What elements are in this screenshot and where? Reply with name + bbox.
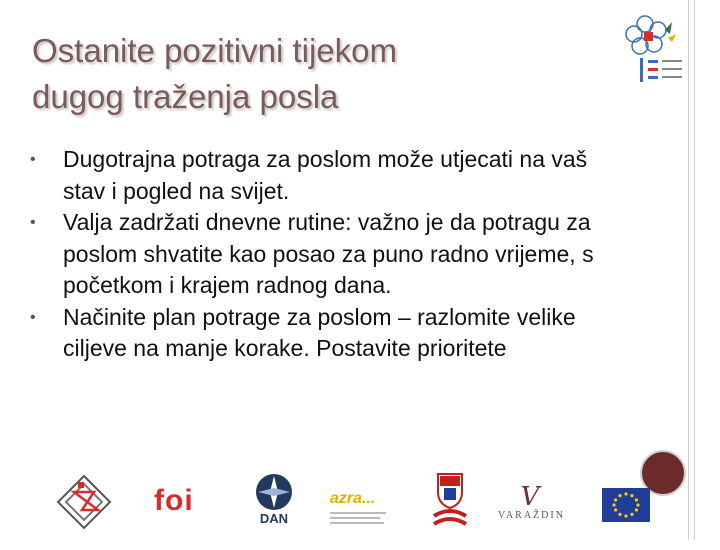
- diamond-logo-icon: [52, 470, 116, 530]
- foi-logo-text: foi: [154, 484, 194, 517]
- slide-title: [32, 28, 592, 120]
- azra-fine-print: [330, 512, 386, 514]
- title-line-1: Ostanite pozitivni tijekom: [32, 32, 397, 69]
- varazdin-logo: [498, 482, 565, 544]
- bullet-item: • Načinite plan potrage za poslom – razlomite velike ciljeve na manje korake. Postavite prioritete: [30, 302, 630, 365]
- frame-line-right: [694, 0, 695, 540]
- compass-icon: [250, 470, 298, 512]
- title-line-2: dugog traženja posla: [32, 78, 339, 115]
- azra-logo: [330, 490, 392, 550]
- eu-flag-icon: [602, 488, 650, 522]
- bullet-item: • Valja zadržati dnevne rutine: važno je da potragu za poslom shvatite kao posao za puno radno vrijeme, s početkom i krajem radnog dana.: [30, 207, 630, 302]
- dan-logo: [250, 470, 298, 530]
- coat-of-arms-icon: [430, 470, 470, 530]
- azra-fine-print: [330, 517, 380, 519]
- partner-logos: [0, 470, 720, 540]
- foi-logo: [154, 484, 194, 544]
- azra-fine-print: [330, 522, 384, 524]
- bullet-list: [30, 144, 630, 365]
- varazdin-letter: V: [520, 482, 540, 512]
- bullet-item: • Dugotrajna potraga za poslom može utjecati na vaš stav i pogled na svijet.: [30, 144, 630, 207]
- dan-logo-text: DAN: [259, 511, 289, 526]
- flower-logo-icon: [618, 12, 690, 92]
- azra-logo-text: azra...: [330, 490, 376, 507]
- varazdin-logo-text: VARAŽDIN: [498, 510, 565, 521]
